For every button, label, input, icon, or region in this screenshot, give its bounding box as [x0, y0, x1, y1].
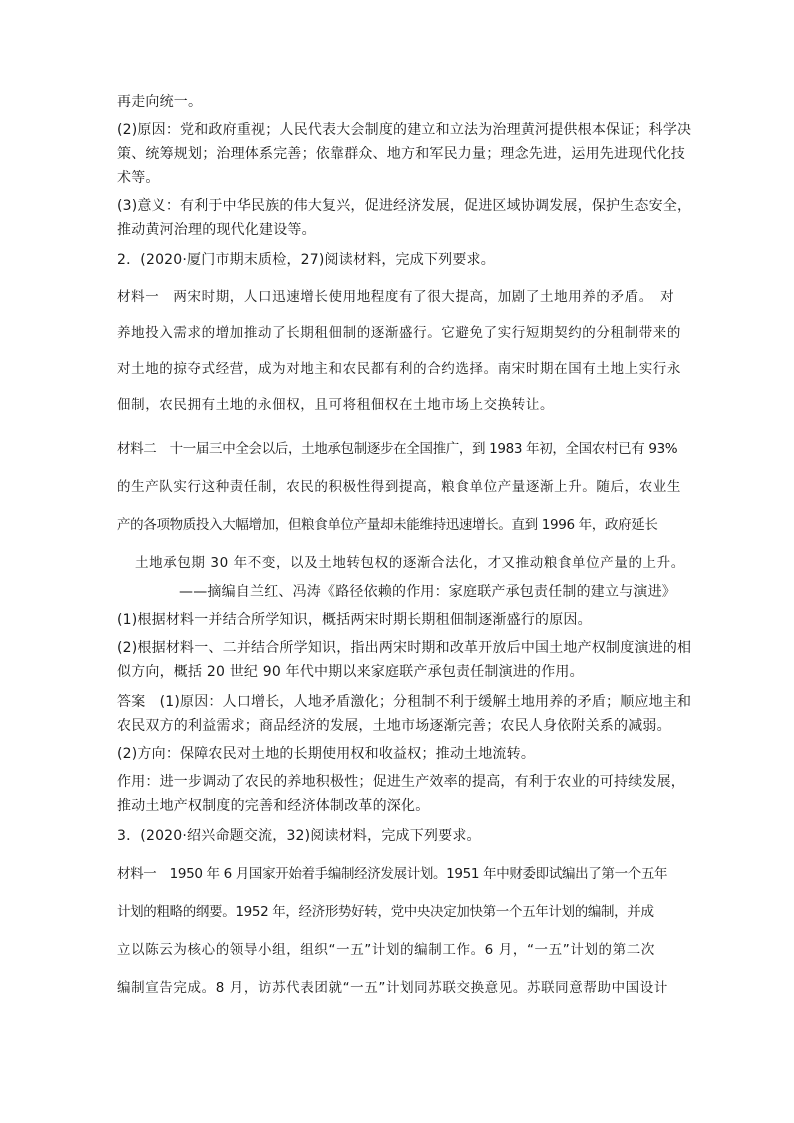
question-part-2: (2)根据材料一、二并结合所学知识，指出两宋时期和改革开放后中国土地产权制度演进的相	[117, 640, 692, 656]
answer-significance-line: (3)意义：有利于中华民族的伟大复兴，促进经济发展，促进区域协调发展，保护生态安全，	[117, 198, 692, 214]
answer-significance-line: 推动黄河治理的现代化建设等。	[117, 222, 316, 238]
answer-direction-line: (2)方向：保障农民对土地的长期使用权和收益权；推动土地流转。	[117, 746, 536, 762]
material-1-line: 立以陈云为核心的领导小组，组织“一五”计划的编制工作。6 月，“一五”计划的第二次	[117, 942, 655, 958]
material-1-line: 养地投入需求的增加推动了长期租佃制的逐渐盛行。它避免了实行短期契约的分租制带来的	[117, 325, 681, 341]
material-2-line: 材料二 十一届三中全会以后，土地承包制逐步在全国推广，到 1983 年初，全国农村已有 93%	[117, 441, 678, 457]
answer-effect-line: 推动土地产权制度的完善和经济体制改革的深化。	[117, 798, 430, 814]
material-1-line: 编制宣告完成。8 月，访苏代表团就“一五”计划同苏联交换意见。苏联同意帮助中国设计	[117, 980, 668, 996]
material-1-line: 材料一 1950 年 6 月国家开始着手编制经济发展计划。1951 年中财委即试编出了第一个五年	[117, 866, 668, 882]
material-2-line: 产的各项物质投入大幅增加，但粮食单位产量却未能维持迅速增长。直到 1996 年，政府延长	[117, 517, 658, 533]
answer-line: 答案 (1)原因：人口增长，人地矛盾激化；分租制不利于缓解土地用养的矛盾；顺应地主和	[117, 694, 692, 710]
answer-reason-line: 术等。	[117, 170, 160, 186]
question-3-heading: 3．(2020·绍兴命题交流，32)阅读材料，完成下列要求。	[117, 828, 481, 844]
answer-reason-line: (2)原因：党和政府重视；人民代表大会制度的建立和立法为治理黄河提供根本保证；科学决	[117, 122, 692, 138]
question-part-1: (1)根据材料一并结合所学知识，概括两宋时期长期租佃制逐渐盛行的原因。	[117, 612, 592, 628]
question-part-2: 似方向，概括 20 世纪 90 年代中期以来家庭联产承包责任制演进的作用。	[117, 664, 584, 680]
answer-line-end: 再走向统一。	[117, 94, 203, 110]
answer-line: 农民双方的利益需求；商品经济的发展，土地市场逐渐完善；农民人身依附关系的减弱。	[117, 718, 671, 734]
answer-reason-line: 策、统筹规划；治理体系完善；依靠群众、地方和军民力量；理念先进，运用先进现代化技	[117, 146, 685, 162]
material-1-line: 佃制，农民拥有土地的永佃权，且可将租佃权在土地市场上交换转让。	[117, 397, 555, 413]
material-1-line: 对土地的掠夺式经营，成为对地主和农民都有利的合约选择。南宋时期在国有土地上实行永	[117, 361, 681, 377]
material-2-line: 土地承包期 30 年不变，以及土地转包权的逐渐合法化，才又推动粮食单位产量的上升。	[135, 555, 685, 571]
citation: ——摘编自兰红、冯涛《路径依赖的作用：家庭联产承包责任制的建立与演进》	[179, 584, 676, 600]
material-2-line: 的生产队实行这种责任制，农民的积极性得到提高，粮食单位产量逐渐上升。随后，农业生	[117, 479, 681, 495]
answer-effect-line: 作用：进一步调动了农民的养地积极性；促进生产效率的提高，有利于农业的可持续发展，	[117, 774, 685, 790]
material-1-line: 材料一 两宋时期，人口迅速增长使用地程度有了很大提高，加剧了土地用养的矛盾。 对	[117, 289, 675, 305]
material-1-line: 计划的粗略的纲要。1952 年，经济形势好转，党中央决定加快第一个五年计划的编制，并成	[117, 904, 654, 920]
question-2-heading: 2．(2020·厦门市期末质检，27)阅读材料，完成下列要求。	[117, 252, 495, 268]
